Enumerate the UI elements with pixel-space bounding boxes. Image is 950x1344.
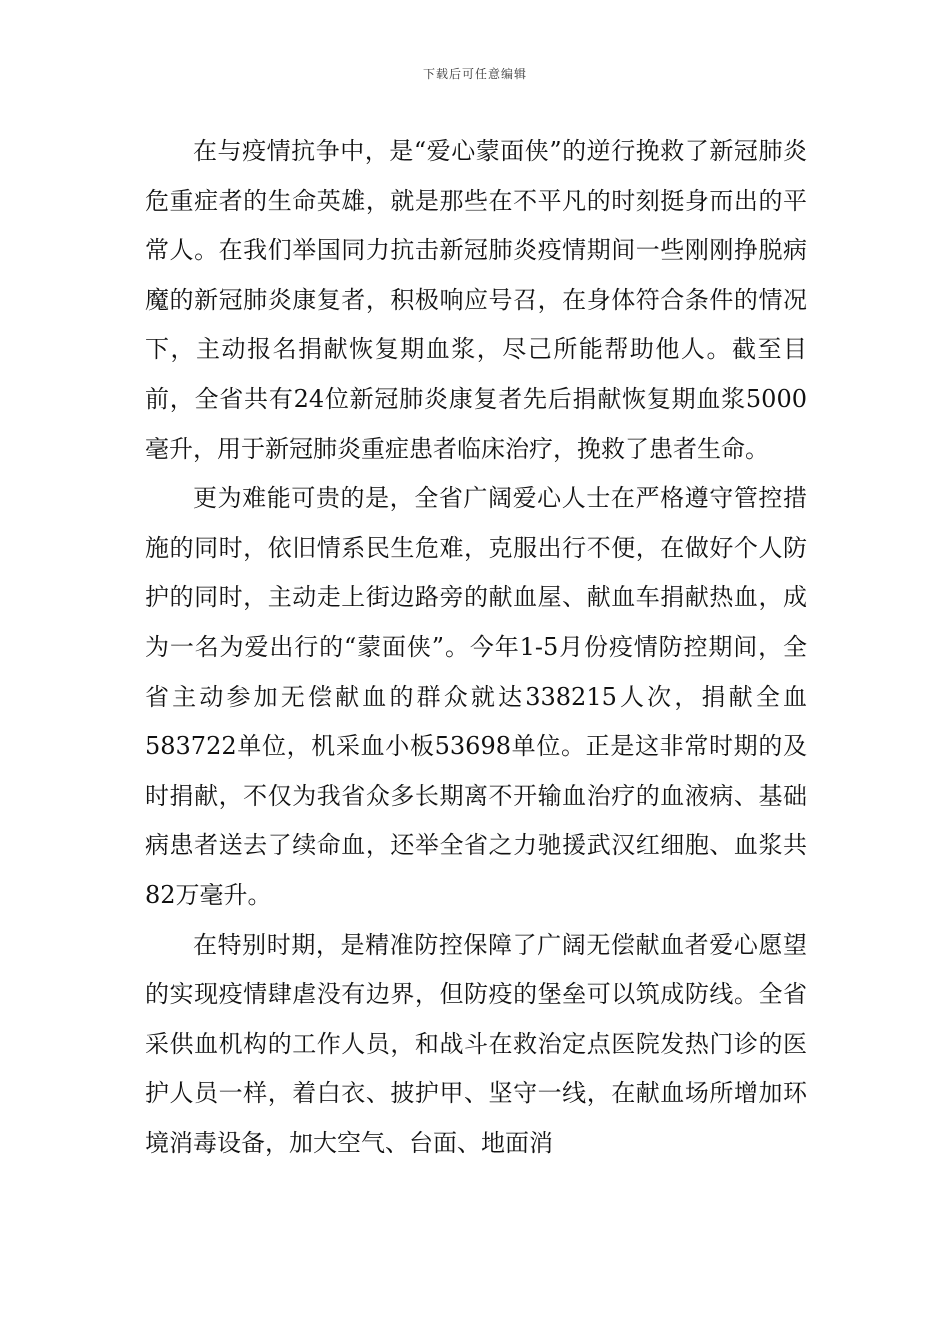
paragraph-1: 在与疫情抗争中，是“爱心蒙面侠”的逆行挽救了新冠肺炎危重症者的生命英雄，就是那些在不平凡的时刻挺身而出的平常人。在我们举国同力抗击新冠肺炎疫情期间一些刚刚挣脱病魔的新冠肺炎康复者，积极响应号召，在身体符合条件的情况下，主动报名捐献恢复期血浆，尽己所能帮助他人。截至目前，全省共有24位新冠肺炎康复者先后捐献恢复期血浆5000毫升，用于新冠肺炎重症患者临床治疗，挽救了患者生命。	[145, 137, 807, 463]
document-body	[145, 127, 807, 1168]
paragraph-3: 在特别时期，是精准防控保障了广阔无偿献血者爱心愿望的实现疫情肆虐没有边界，但防疫的堡垒可以筑成防线。全省采供血机构的工作人员，和战斗在救治定点医院发热门诊的医护人员一样，着白衣、披护甲、坚守一线，在献血场所增加环境消毒设备，加大空气、台面、地面消	[145, 930, 807, 1157]
page-header: 下载后可任意编辑	[422, 67, 527, 81]
paragraph-2: 更为难能可贵的是，全省广阔爱心人士在严格遵守管控措施的同时，依旧情系民生危难，克服出行不便，在做好个人防护的同时，主动走上街边路旁的献血屋、献血车捐献热血，成为一名为爱出行的“蒙面侠”。今年1-5月份疫情防控期间，全省主动参加无偿献血的群众就达338215人次，捐献全血583722单位，机采血小板53698单位。正是这非常时期的及时捐献，不仅为我省众多长期离不开输血治疗的血液病、基础病患者送去了续命血，还举全省之力驰援武汉红细胞、血浆共82万毫升。	[145, 484, 807, 909]
